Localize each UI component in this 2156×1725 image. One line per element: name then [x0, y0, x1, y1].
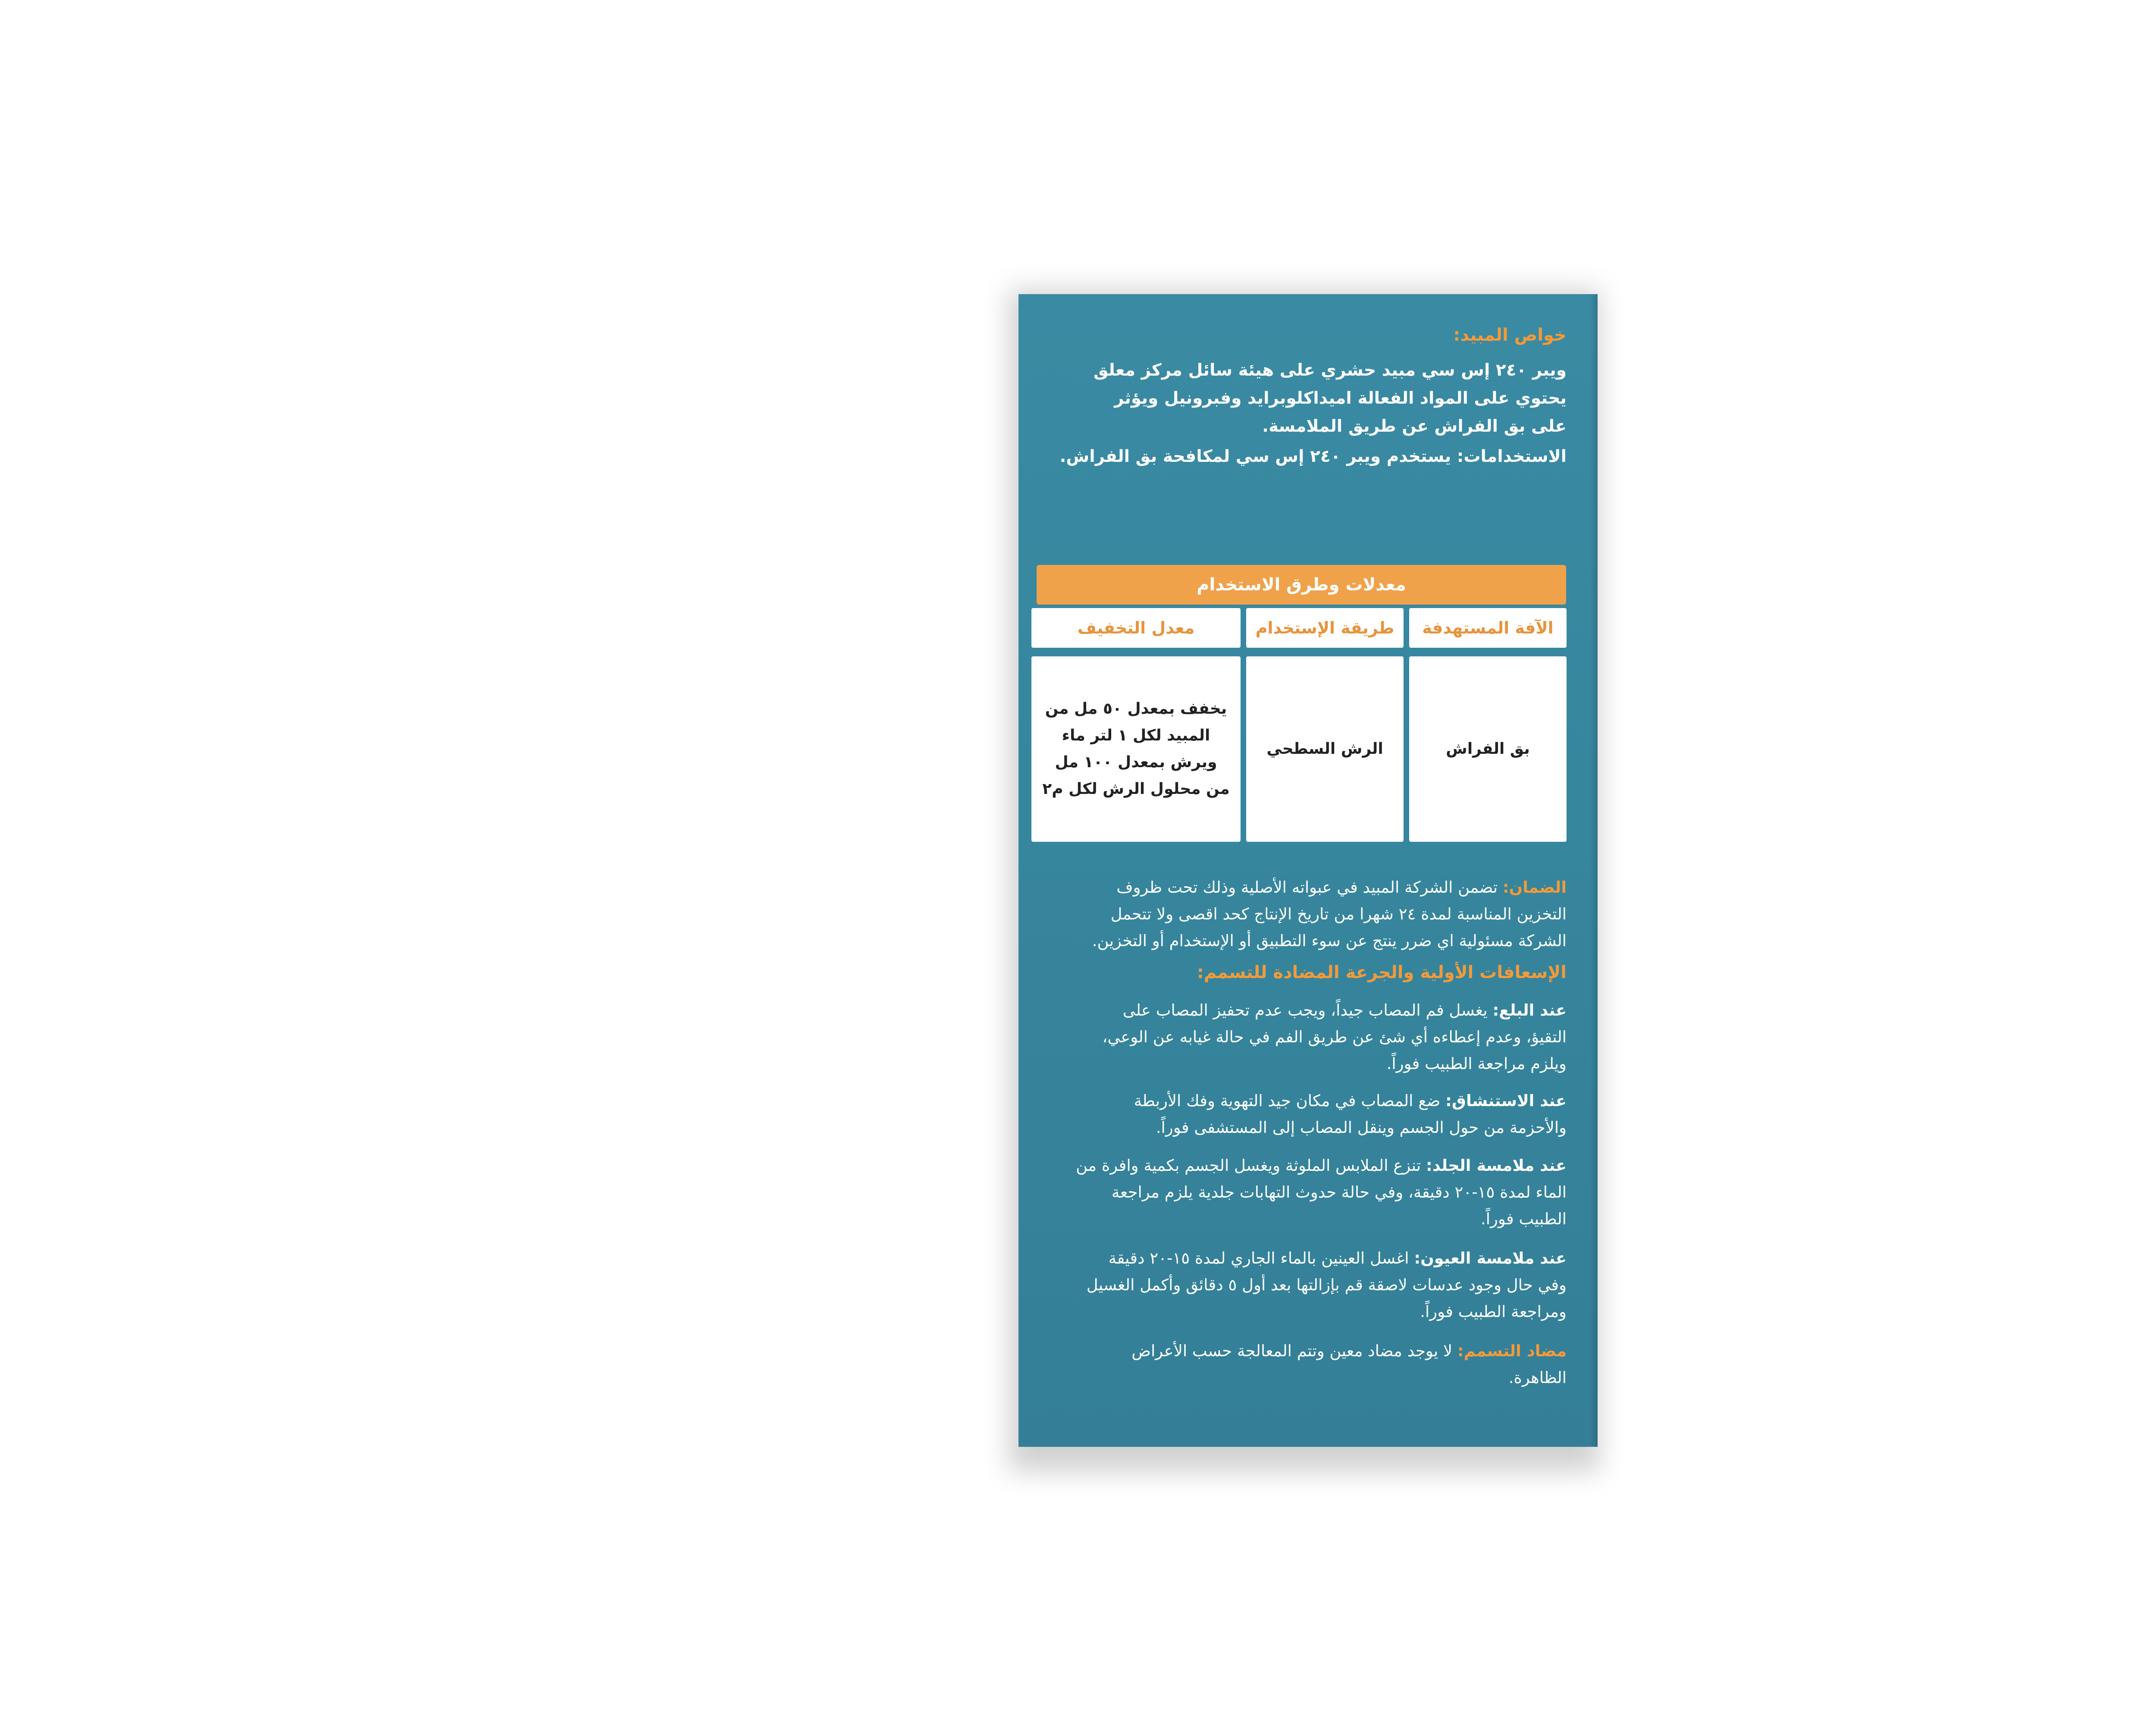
card-edge-shade	[1590, 294, 1598, 1447]
eyes-text-1: اغسل العينين بالماء الجاري لمدة ١٥-٢٠ دقيقة	[1108, 1249, 1409, 1267]
rate-line-2: المبيد لكل ١ لتر ماء	[1062, 727, 1210, 744]
guarantee-text-1: تضمن الشركة المبيد في عبواته الأصلية وذلك تحت ظروف	[1116, 878, 1498, 897]
usage-table-title: معدلات وطرق الاستخدام	[1037, 565, 1566, 605]
skin-line-3: الطبيب فوراً.	[1480, 1210, 1567, 1228]
swallow-label: عند البلع:	[1492, 1001, 1567, 1019]
swallow-line-1	[1045, 997, 1567, 1024]
rate-line-1: يخفف بمعدل ٥٠ مل من	[1045, 700, 1227, 718]
swallow-line-3: ويلزم مراجعة الطبيب فوراً.	[1386, 1054, 1567, 1073]
uses-line: الاستخدامات: يستخدم ويبر ٢٤٠ إس سي لمكافحة بق الفراش.	[1059, 447, 1567, 466]
guarantee-line-1	[1045, 874, 1567, 901]
swallow-text-1: يغسل فم المصاب جيداً، ويجب عدم تحفيز المصاب على	[1122, 1001, 1488, 1019]
inhale-line-1	[1045, 1088, 1567, 1114]
antidote-label: مضاد التسمم:	[1457, 1342, 1567, 1360]
rate-line-4: من محلول الرش لكل م٢	[1042, 780, 1230, 798]
first-aid-title: الإسعافات الأولية والجرعة المضادة للتسمم:	[1197, 963, 1567, 982]
properties-title: خواص المبيد:	[1453, 325, 1567, 345]
properties-line-3: على بق الفراش عن طريق الملامسة.	[1262, 417, 1567, 436]
header-dilution-rate: معدل التخفيف	[1031, 608, 1241, 648]
swallow-line-2: التقيؤ، وعدم إعطاءه أي شئ عن طريق الفم في حالة غيابه عن الوعي،	[1102, 1028, 1567, 1046]
cell-usage-method	[1246, 656, 1404, 842]
guarantee-line-3: الشركة مسئولية اي ضرر ينتج عن سوء التطبيق أو الإستخدام أو التخزين.	[1092, 932, 1567, 950]
antidote-line-1	[1045, 1338, 1567, 1364]
eyes-line-3: ومراجعة الطبيب فوراً.	[1420, 1302, 1567, 1321]
eyes-label: عند ملامسة العيون:	[1414, 1249, 1567, 1267]
eyes-line-1	[1045, 1245, 1567, 1272]
inhale-label: عند الاستنشاق:	[1445, 1091, 1567, 1110]
skin-text-1: تنزع الملابس الملوثة ويغسل الجسم بكمية وافرة من	[1076, 1156, 1421, 1175]
skin-line-2: الماء لمدة ١٥-٢٠ دقيقة، وفي حالة حدوث التهابات جلدية يلزم مراجعة	[1111, 1183, 1567, 1201]
inhale-line-2: والأحزمة من حول الجسم وينقل المصاب إلى المستشفى فوراً.	[1156, 1118, 1567, 1137]
cell-target-pest-text: بق الفراش	[1446, 740, 1530, 758]
header-usage-method: طريقة الإستخدام	[1246, 608, 1404, 648]
antidote-line-2: الظاهرة.	[1508, 1368, 1567, 1387]
inhale-text-1: ضع المصاب في مكان جيد التهوية وفك الأربطة	[1134, 1091, 1441, 1110]
cell-dilution-rate	[1031, 656, 1241, 842]
properties-line-1: ويبر ٢٤٠ إس سي مبيد حشري على هيئة سائل مركز معلق	[1093, 361, 1567, 380]
cell-usage-method-text: الرش السطحي	[1266, 740, 1383, 758]
guarantee-label: الضمان:	[1502, 878, 1567, 897]
skin-line-1	[1045, 1152, 1567, 1179]
rate-line-3: ويرش بمعدل ١٠٠ مل	[1055, 753, 1217, 771]
properties-line-2: يحتوي على المواد الفعالة اميداكلوبرايد وفبرونيل ويؤثر	[1114, 389, 1567, 408]
product-label-card	[1018, 294, 1598, 1447]
header-target-pest: الآفة المستهدفة	[1409, 608, 1567, 648]
cell-target-pest	[1409, 656, 1567, 842]
guarantee-line-2: التخزين المناسبة لمدة ٢٤ شهرا من تاريخ الإنتاج كحد اقصى ولا تتحمل	[1110, 905, 1567, 923]
skin-label: عند ملامسة الجلد:	[1426, 1156, 1567, 1175]
antidote-text-1: لا يوجد مضاد معين وتتم المعالجة حسب الأعراض	[1131, 1342, 1453, 1360]
eyes-line-2: وفي حال وجود عدسات لاصقة قم بإزالتها بعد أول ٥ دقائق وأكمل الغسيل	[1086, 1276, 1567, 1294]
